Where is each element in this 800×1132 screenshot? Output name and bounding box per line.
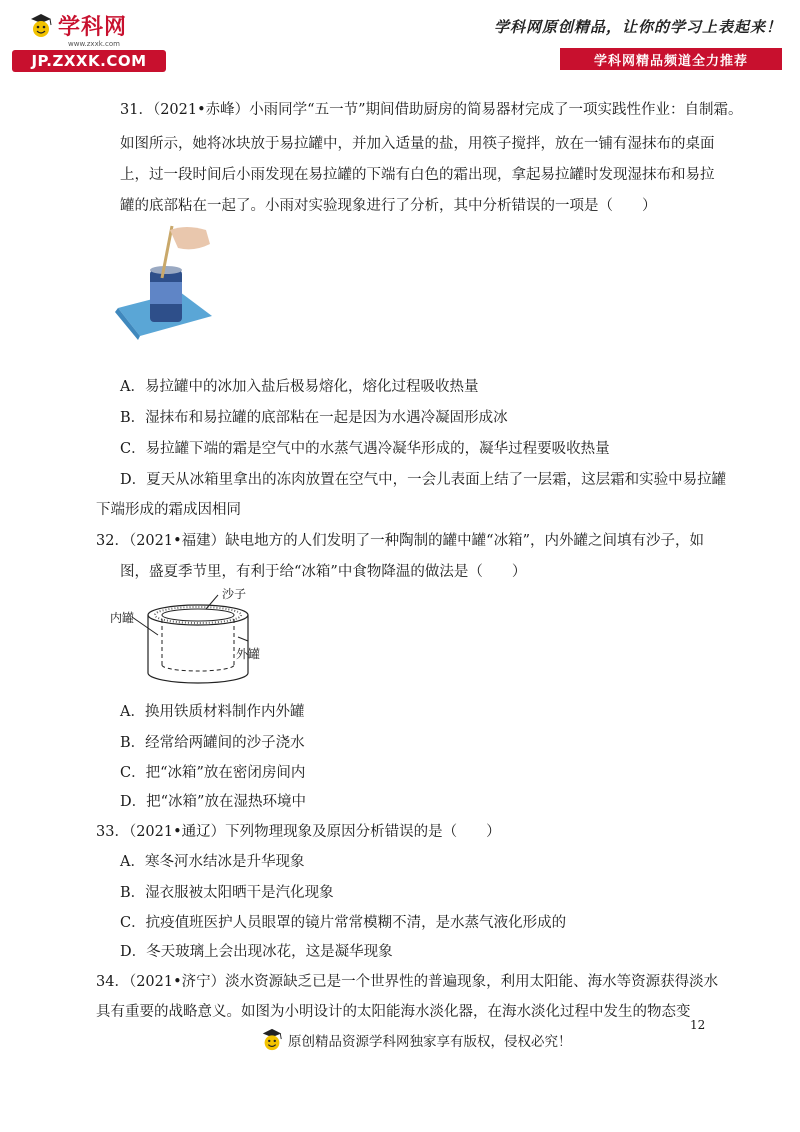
page-header — [0, 0, 800, 80]
question-31-line-4: 罐的底部粘在一起了。小雨对实验现象进行了分析，其中分析错误的一项是（ ） — [120, 198, 657, 214]
pot-in-pot-figure — [110, 585, 270, 690]
question-31-option-d: D．夏天从冰箱里拿出的冻肉放置在空气中，一会儿表面上结了一层霜，这层霜和实验中易拉罐 — [120, 472, 727, 488]
header-banner: 学科网精品频道全力推荐 — [560, 48, 782, 70]
question-33-option-d: D．冬天玻璃上会出现冰花，这是凝华现象 — [120, 944, 393, 960]
mascot-icon — [28, 11, 54, 41]
copyright-notice: 原创精品资源学科网独家享有版权，侵权必究！ — [288, 1034, 572, 1050]
label-outer-pot: 外罐 — [236, 647, 261, 661]
logo-url: JP.ZXXK.COM — [12, 50, 166, 72]
question-31-line-2: 如图所示，她将冰块放于易拉罐中，并加入适量的盐，用筷子搅拌，放在一铺有湿抹布的桌面 — [120, 136, 715, 152]
question-32-option-a: A．换用铁质材料制作内外罐 — [120, 704, 305, 720]
question-32-option-b: B．经常给两罐间的沙子浇水 — [120, 735, 305, 751]
question-31-line-3: 上，过一段时间后小雨发现在易拉罐的下端有白色的霜出现，拿起易拉罐时发现湿抹布和易拉 — [120, 167, 715, 183]
question-32-option-d: D．把“冰箱”放在湿热环境中 — [120, 794, 306, 810]
question-33-option-a: A．寒冬河水结冰是升华现象 — [120, 854, 305, 870]
question-34-line-1: 34．（2021•济宁）淡水资源缺乏已是一个世界性的普遍现象，利用太阳能、海水等资源获得淡水 — [96, 974, 719, 990]
zxxk-logo — [8, 10, 168, 74]
logo-small-url: www.zxxk.com — [68, 40, 120, 48]
question-33-option-b: B．湿衣服被太阳晒干是汽化现象 — [120, 885, 334, 901]
question-31-option-a: A．易拉罐中的冰加入盐后极易熔化，熔化过程吸收热量 — [120, 379, 479, 395]
question-32-option-c: C．把“冰箱”放在密闭房间内 — [120, 765, 306, 781]
question-32-line-1: 32．（2021•福建）缺电地方的人们发明了一种陶制的罐中罐“冰箱”，内外罐之间填有沙子，如 — [96, 533, 704, 549]
question-32-line-2: 图，盛夏季节里，有利于给“冰箱”中食物降温的做法是（ ） — [120, 564, 527, 580]
question-31-option-c: C．易拉罐下端的霜是空气中的水蒸气遇冷凝华形成的，凝华过程要吸收热量 — [120, 441, 610, 457]
label-sand: 沙子 — [222, 587, 247, 601]
question-31-line-1: 31．（2021•赤峰）小雨同学“五一节”期间借助厨房的简易器材完成了一项实践性作业：自制霜。 — [120, 102, 743, 118]
question-31-option-b: B．湿抹布和易拉罐的底部粘在一起是因为水遇冷凝固形成冰 — [120, 410, 508, 426]
header-slogan: 学科网原创精品，让你的学习上表起来！ — [493, 18, 782, 36]
label-inner-pot: 内罐 — [110, 611, 135, 625]
question-33-line-1: 33．（2021•通辽）下列物理现象及原因分析错误的是（ ） — [96, 824, 501, 840]
page-footer — [260, 1026, 572, 1054]
logo-text: 学科网 — [58, 15, 128, 40]
question-33-option-c: C．抗疫值班医护人员眼罩的镜片常常模糊不清，是水蒸气液化形成的 — [120, 915, 567, 931]
can-on-cloth-figure — [110, 220, 220, 340]
mascot-icon — [260, 1026, 284, 1054]
question-31-option-d-cont: 下端形成的霜成因相同 — [96, 502, 241, 518]
page-number: 12 — [690, 1018, 706, 1032]
question-34-line-2: 具有重要的战略意义。如图为小明设计的太阳能海水淡化器，在海水淡化过程中发生的物态变 — [96, 1004, 691, 1020]
